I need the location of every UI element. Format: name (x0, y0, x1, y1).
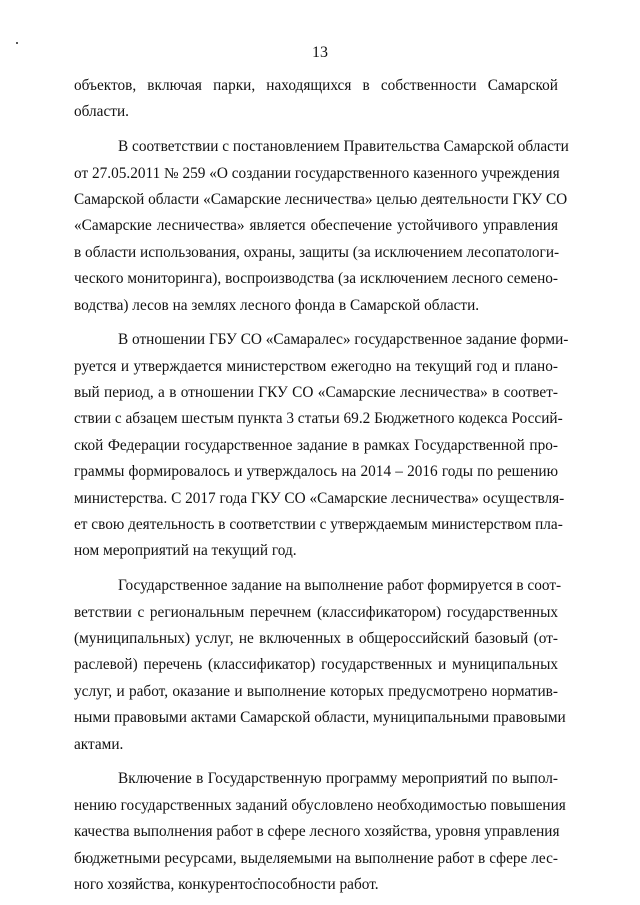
text-line: Включение в Государственную программу мероприятий по выпол- (118, 770, 558, 788)
paragraph (74, 327, 569, 565)
text-line: в области использования, охраны, защиты (за исключением лесопатологи- (74, 243, 560, 261)
text-line: бюджетными ресурсами, выделяемыми на выполнение работ в сфере лес- (74, 849, 558, 867)
text-line: услуг, и работ, оказание и выполнение которых предусмотрено норматив- (74, 682, 558, 700)
text-line: вый период, а в отношении ГКУ СО «Самарские лесничества» в соответ- (74, 384, 558, 402)
page-number: 13 (312, 44, 328, 61)
text-line: ческого мониторинга), воспроизводства (за исключением лесного семено- (74, 270, 558, 288)
body-text (74, 73, 569, 898)
text-line: Государственное задание на выполнение работ формируется в соот- (118, 577, 562, 595)
text-line: ном мероприятий на текущий год. (74, 542, 297, 560)
text-line: от 27.05.2011 № 259 «О создании государственного казенного учреждения (74, 164, 560, 182)
text-line: ет свою деятельность в соответствии с утверждаемым министерством пла- (74, 516, 563, 534)
paragraph (74, 573, 566, 758)
text-line: водства) лесов на землях лесного фонда в Самарской области. (74, 296, 480, 314)
text-line: нению государственных заданий обусловлено необходимостью повышения (74, 796, 566, 814)
text-line: Самарской области «Самарские лесничества» целью деятельности ГКУ СО (74, 190, 568, 208)
text-line: граммы формировалось и утверждалось на 2014 – 2016 годы по решению (74, 463, 558, 481)
paragraph (74, 73, 558, 126)
text-line: министерства. С 2017 года ГКУ СО «Самарские лесничества» осуществля- (74, 489, 565, 507)
text-line: раслевой) перечень (классификатор) государственных и муниципальных (74, 656, 558, 674)
text-line: «Самарские лесничества» является обеспечение устойчивого управления (74, 217, 558, 235)
paragraph (74, 766, 566, 898)
text-line: (муниципальных) услуг, не включенных в общероссийский базовый (от- (74, 629, 558, 647)
text-line: актами. (74, 735, 124, 753)
text-line: ской Федерации государственное задание в рамках Государственной про- (74, 436, 558, 454)
text-line: качества выполнения работ в сфере лесного хозяйства, уровня управления (74, 823, 560, 841)
text-line: ными правовыми актами Самарской области, муниципальными правовыми (74, 709, 566, 727)
text-line: ветствии с региональным перечнем (классификатором) государственных (74, 603, 558, 621)
text-line: ствии с абзацем шестым пункта 3 статьи 69.2 Бюджетного кодекса Россий- (74, 410, 563, 428)
text-line: области. (74, 103, 129, 121)
text-line: В отношении ГБУ СО «Самаралес» государственное задание форми- (118, 331, 569, 349)
text-line: ного хозяйства, конкурентоспособности работ. (74, 875, 379, 893)
text-line: В соответствии с постановлением Правительства Самарской области (118, 138, 569, 156)
text-line: руется и утверждается министерством ежегодно на текущий год и плано- (74, 357, 558, 375)
paragraph (74, 134, 569, 319)
text-line: объектов, включая парки, находящихся в собственности Самарской (74, 77, 558, 94)
